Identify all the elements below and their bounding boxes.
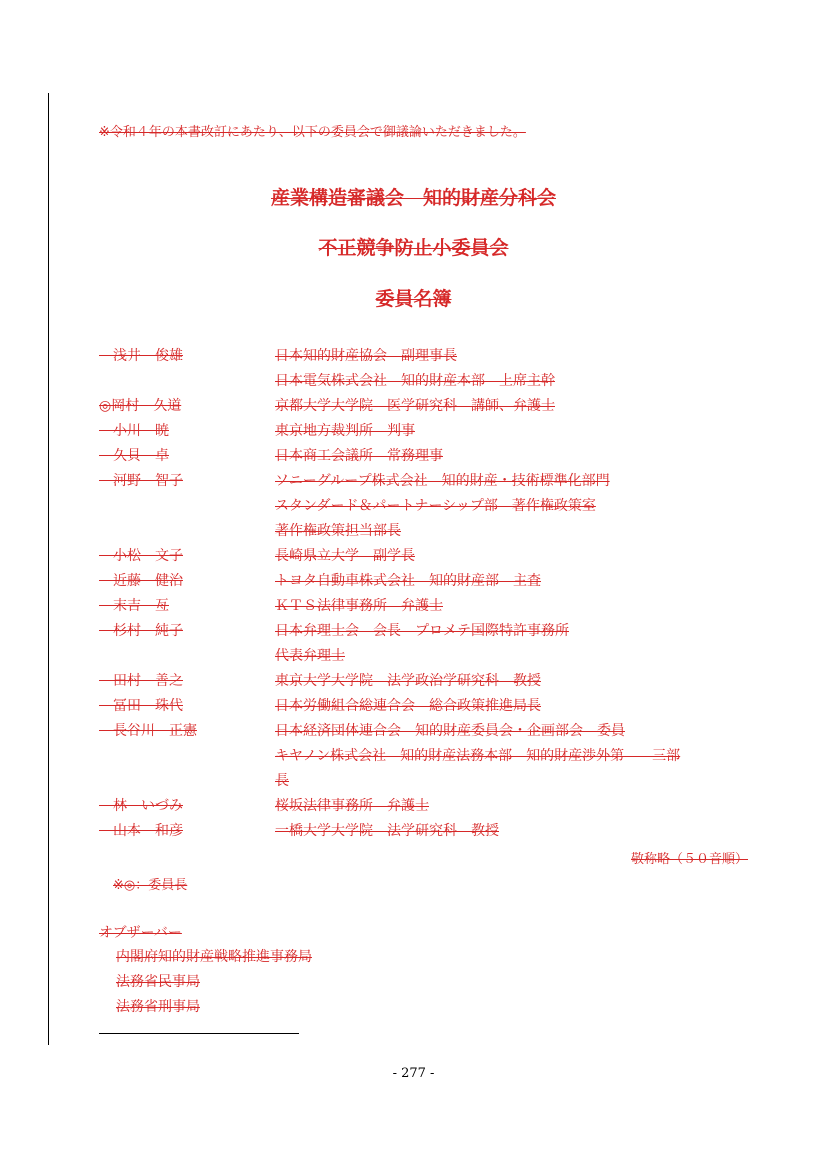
subcommittee-title: 不正競争防止小委員会 <box>318 237 509 259</box>
member-name-label: 山本 和彦 <box>99 823 183 839</box>
member-affiliation: 代表弁理士 <box>275 648 345 664</box>
member-name-label: 杉村 純子 <box>99 623 183 639</box>
member-name-label: 小川 暁 <box>99 423 169 439</box>
member-name <box>99 596 275 616</box>
member-affiliation: 長崎県立大学 副学長 <box>275 548 415 564</box>
member-affiliation: 桜坂法律事務所 弁護士 <box>275 798 429 814</box>
member-name <box>99 471 275 491</box>
member-name <box>99 721 275 741</box>
member-affiliation: 長 <box>275 773 289 789</box>
member-affiliation: 日本電気株式会社 知的財産本部 上席主幹 <box>275 373 555 389</box>
member-name <box>99 571 275 591</box>
member-name-label: 林 いづみ <box>99 798 183 814</box>
member-name-label: 末吉 亙 <box>99 598 169 614</box>
member-affiliation: 京都大学大学院 医学研究科 講師、弁護士 <box>275 398 555 414</box>
observer-item: 法務省民事局 <box>116 974 200 990</box>
member-name <box>99 446 275 466</box>
member-name-label: 長谷川 正憲 <box>99 723 197 739</box>
member-affiliation: ソニーグループ株式会社 知的財産・技術標準化部門 <box>275 473 610 489</box>
member-name-label: 久貝 卓 <box>99 448 169 464</box>
member-name-label: 近藤 健治 <box>99 573 183 589</box>
member-affiliation: 日本労働組合総連合会 総合政策推進局長 <box>275 698 541 714</box>
member-name <box>99 621 275 641</box>
member-affiliation: トヨタ自動車株式会社 知的財産部 主査 <box>275 573 541 589</box>
member-affiliation: 日本商工会議所 常務理事 <box>275 448 443 464</box>
observer-item: 内閣府知的財産戦略推進事務局 <box>116 949 312 965</box>
footnote-rule <box>99 1033 299 1034</box>
member-name <box>99 696 275 716</box>
member-affiliation: 日本経済団体連合会 知的財産委員会・企画部会 委員 <box>275 723 625 739</box>
member-list-title: 委員名簿 <box>375 288 452 310</box>
member-name-label: 小松 文子 <box>99 548 183 564</box>
member-name-label: 浅井 俊雄 <box>99 348 183 364</box>
committee-title: 産業構造審議会 知的財産分科会 <box>270 187 556 209</box>
member-name-label: 田村 善之 <box>99 673 183 689</box>
member-affiliation: キヤノン株式会社 知的財産法務本部 知的財産渉外第 三部 <box>275 748 681 764</box>
member-affiliation: 日本弁理士会 会長 プロメテ国際特許事務所 <box>275 623 569 639</box>
member-name-label: ◎岡村 久道 <box>99 398 182 414</box>
observers-title: オブザーバー <box>99 925 182 941</box>
member-name <box>99 671 275 691</box>
honorific-note: 敬称略（５０音順） <box>630 852 748 867</box>
member-affiliation: 東京大学大学院 法学政治学研究科 教授 <box>275 673 541 689</box>
member-name <box>99 546 275 566</box>
member-name <box>99 396 275 416</box>
member-affiliation: 著作権政策担当部長 <box>275 523 401 539</box>
member-affiliation: 一橋大学大学院 法学研究科 教授 <box>275 823 499 839</box>
member-affiliation: スタンダード＆パートナーシップ部 著作権政策室 <box>275 498 596 514</box>
page-number: - 277 - <box>392 1066 435 1081</box>
member-name <box>99 421 275 441</box>
observer-item: 法務省刑事局 <box>116 999 200 1015</box>
intro-note: ※令和４年の本書改訂にあたり、以下の委員会で御議論いただきました。 <box>99 125 526 140</box>
member-name <box>99 821 275 841</box>
member-name-label: 冨田 珠代 <box>99 698 183 714</box>
member-affiliation: 日本知的財産協会 副理事長 <box>275 348 457 364</box>
member-name <box>99 796 275 816</box>
member-affiliation: 東京地方裁判所 判事 <box>275 423 415 439</box>
member-affiliation: ＫＴＳ法律事務所 弁護士 <box>275 598 443 614</box>
chair-note: ※◎：委員長 <box>113 878 188 893</box>
member-name-label: 河野 智子 <box>99 473 183 489</box>
member-name <box>99 346 275 366</box>
